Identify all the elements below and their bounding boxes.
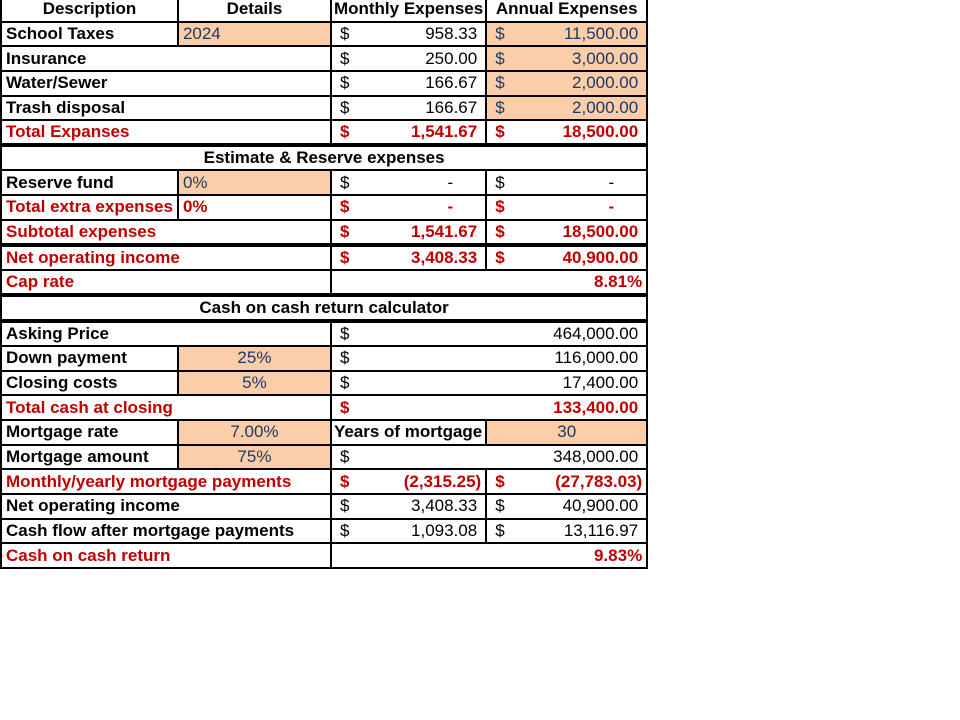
expense-row	[1, 96, 647, 121]
currency-symbol: $	[339, 122, 350, 142]
reserve-fund-monthly: -	[447, 172, 454, 192]
cash-flow-annual: 13,116.97	[563, 520, 639, 540]
total-extra-percent[interactable]: 0%	[178, 195, 331, 220]
cash-flow-monthly-cell[interactable]	[331, 519, 486, 544]
down-payment-percent-input[interactable]: 25%	[178, 346, 331, 371]
currency-symbol: $	[495, 24, 505, 44]
cap-rate-label[interactable]: Cap rate	[1, 270, 331, 295]
header-monthly[interactable]: Monthly Expenses	[331, 0, 486, 22]
total-cash-value: 133,400.00	[553, 397, 639, 417]
currency-symbol: $	[339, 221, 350, 241]
expense-monthly-cell[interactable]	[331, 22, 486, 47]
total-expenses-monthly-cell[interactable]	[331, 120, 486, 145]
expense-annual-value: 2,000.00	[572, 98, 639, 118]
currency-symbol: $	[339, 48, 350, 68]
subtotal-annual-cell[interactable]	[486, 220, 647, 245]
expense-label[interactable]: Water/Sewer	[1, 71, 331, 96]
header-details[interactable]: Details	[178, 0, 331, 22]
total-extra-label[interactable]: Total extra expenses	[1, 195, 178, 220]
currency-symbol: $	[339, 197, 350, 217]
subtotal-row	[1, 220, 647, 245]
down-payment-row	[1, 346, 647, 371]
expense-monthly-cell[interactable]	[331, 46, 486, 71]
mortgage-payments-monthly-cell[interactable]	[331, 469, 486, 494]
currency-symbol: $	[339, 247, 350, 267]
noi-monthly-cell[interactable]	[331, 245, 486, 270]
mortgage-payments-annual-cell[interactable]	[486, 469, 647, 494]
expense-monthly-value: 958.33	[425, 24, 478, 44]
mortgage-amount-value: 348,000.00	[553, 446, 639, 466]
expense-annual-input[interactable]	[486, 46, 647, 71]
mortgage-rate-input[interactable]: 7.00%	[178, 420, 331, 445]
noi-monthly: 3,408.33	[411, 247, 478, 267]
expense-label[interactable]: Insurance	[1, 46, 331, 71]
mortgage-rate-row	[1, 420, 647, 445]
total-extra-row	[1, 195, 647, 220]
years-of-mortgage-label[interactable]: Years of mortgage	[331, 420, 486, 445]
expense-monthly-value: 166.67	[425, 73, 478, 93]
expense-annual-value: 3,000.00	[572, 48, 639, 68]
expense-row	[1, 22, 647, 47]
mortgage-amount-label[interactable]: Mortgage amount	[1, 445, 178, 470]
subtotal-annual: 18,500.00	[562, 221, 639, 241]
header-description[interactable]: Description	[1, 0, 178, 22]
total-cash-row	[1, 395, 647, 420]
total-extra-monthly: -	[447, 197, 454, 217]
closing-costs-cell[interactable]	[331, 371, 647, 396]
coc-row	[1, 543, 647, 568]
down-payment-cell[interactable]	[331, 346, 647, 371]
total-extra-monthly-cell[interactable]	[331, 195, 486, 220]
cash-section-row	[1, 295, 647, 321]
expense-annual-input[interactable]	[486, 22, 647, 47]
total-extra-annual-cell[interactable]	[486, 195, 647, 220]
closing-costs-percent-input[interactable]: 5%	[178, 371, 331, 396]
currency-symbol: $	[339, 520, 350, 540]
reserve-section-title[interactable]: Estimate & Reserve expenses	[1, 145, 647, 170]
currency-symbol: $	[495, 98, 505, 118]
currency-symbol: $	[339, 496, 350, 516]
mortgage-payments-monthly: (2,315.25)	[403, 471, 482, 491]
reserve-fund-annual: -	[608, 172, 615, 192]
currency-symbol: $	[495, 221, 505, 241]
cap-rate-value[interactable]: 8.81%	[331, 270, 647, 295]
noi-annual-cell[interactable]	[486, 245, 647, 270]
total-expenses-monthly: 1,541.67	[411, 122, 478, 142]
expense-annual-value: 11,500.00	[563, 24, 639, 44]
expense-annual-input[interactable]	[486, 96, 647, 121]
noi-label[interactable]: Net operating income	[1, 245, 331, 270]
currency-symbol: $	[495, 496, 505, 516]
cash-flow-monthly: 1,093.08	[411, 520, 478, 540]
years-of-mortgage-input[interactable]: 30	[486, 420, 647, 445]
noi-cash-monthly: 3,408.33	[411, 496, 478, 516]
subtotal-monthly-cell[interactable]	[331, 220, 486, 245]
reserve-fund-label[interactable]: Reserve fund	[1, 170, 178, 195]
currency-symbol: $	[495, 471, 505, 491]
expense-detail-input[interactable]: 2024	[178, 22, 331, 47]
reserve-fund-row	[1, 170, 647, 195]
currency-symbol: $	[495, 73, 505, 93]
expense-label[interactable]: School Taxes	[1, 22, 178, 47]
asking-price-cell[interactable]	[331, 321, 647, 346]
currency-symbol: $	[339, 24, 350, 44]
reserve-fund-monthly-cell[interactable]	[331, 170, 486, 195]
currency-symbol: $	[495, 197, 505, 217]
reserve-fund-percent-input[interactable]: 0%	[178, 170, 331, 195]
subtotal-label[interactable]: Subtotal expenses	[1, 220, 331, 245]
currency-symbol: $	[339, 397, 350, 417]
closing-costs-row	[1, 371, 647, 396]
currency-symbol: $	[339, 348, 350, 368]
cash-section-title[interactable]: Cash on cash return calculator	[1, 295, 647, 321]
coc-value[interactable]: 9.83%	[331, 543, 647, 568]
cap-rate-row	[1, 270, 647, 295]
currency-symbol: $	[495, 520, 505, 540]
reserve-section-row	[1, 145, 647, 170]
total-cash-cell[interactable]	[331, 395, 647, 420]
currency-symbol: $	[495, 48, 505, 68]
currency-symbol: $	[339, 323, 350, 343]
total-expenses-label[interactable]: Total Expanses	[1, 120, 331, 145]
noi-cash-label[interactable]: Net operating income	[1, 494, 331, 519]
mortgage-amount-row	[1, 445, 647, 470]
noi-cash-annual-cell[interactable]	[486, 494, 647, 519]
expense-monthly-value: 166.67	[425, 98, 478, 118]
down-payment-label[interactable]: Down payment	[1, 346, 178, 371]
currency-symbol: $	[339, 73, 350, 93]
cash-flow-row	[1, 519, 647, 544]
expense-annual-value: 2,000.00	[572, 73, 639, 93]
mortgage-rate-label[interactable]: Mortgage rate	[1, 420, 178, 445]
expense-monthly-cell[interactable]	[331, 96, 486, 121]
expense-row	[1, 71, 647, 96]
total-expenses-row	[1, 120, 647, 145]
currency-symbol: $	[495, 172, 505, 192]
total-extra-annual: -	[608, 197, 615, 217]
asking-price-row	[1, 321, 647, 346]
mortgage-amount-cell[interactable]	[331, 445, 647, 470]
noi-cash-row	[1, 494, 647, 519]
total-cash-label[interactable]: Total cash at closing	[1, 395, 331, 420]
mortgage-payments-label[interactable]: Monthly/yearly mortgage payments	[1, 469, 331, 494]
currency-symbol: $	[339, 372, 350, 392]
closing-costs-value: 17,400.00	[562, 372, 639, 392]
currency-symbol: $	[495, 247, 505, 267]
noi-cash-monthly-cell[interactable]	[331, 494, 486, 519]
reserve-fund-annual-cell[interactable]	[486, 170, 647, 195]
mortgage-payments-row	[1, 469, 647, 494]
total-expenses-annual: 18,500.00	[562, 122, 639, 142]
subtotal-monthly: 1,541.67	[411, 221, 478, 241]
currency-symbol: $	[339, 98, 350, 118]
cash-flow-label[interactable]: Cash flow after mortgage payments	[1, 519, 331, 544]
asking-price-value: 464,000.00	[553, 323, 639, 343]
currency-symbol: $	[339, 471, 350, 491]
closing-costs-label[interactable]: Closing costs	[1, 371, 178, 396]
expense-monthly-value: 250.00	[425, 48, 478, 68]
noi-annual: 40,900.00	[562, 247, 639, 267]
noi-cash-annual: 40,900.00	[562, 496, 639, 516]
coc-label[interactable]: Cash on cash return	[1, 543, 331, 568]
total-expenses-annual-cell[interactable]	[486, 120, 647, 145]
asking-price-label[interactable]: Asking Price	[1, 321, 331, 346]
header-annual[interactable]: Annual Expenses	[486, 0, 647, 22]
down-payment-value: 116,000.00	[554, 348, 639, 368]
currency-symbol: $	[339, 446, 350, 466]
cash-flow-annual-cell[interactable]	[486, 519, 647, 544]
expense-label[interactable]: Trash disposal	[1, 96, 331, 121]
header-row	[1, 0, 647, 22]
expense-monthly-cell[interactable]	[331, 71, 486, 96]
mortgage-payments-annual: (27,783.03)	[555, 471, 643, 491]
mortgage-amount-percent-input[interactable]: 75%	[178, 445, 331, 470]
expense-row	[1, 46, 647, 71]
currency-symbol: $	[339, 172, 350, 192]
currency-symbol: $	[495, 122, 505, 142]
noi-row	[1, 245, 647, 270]
expense-annual-input[interactable]	[486, 71, 647, 96]
